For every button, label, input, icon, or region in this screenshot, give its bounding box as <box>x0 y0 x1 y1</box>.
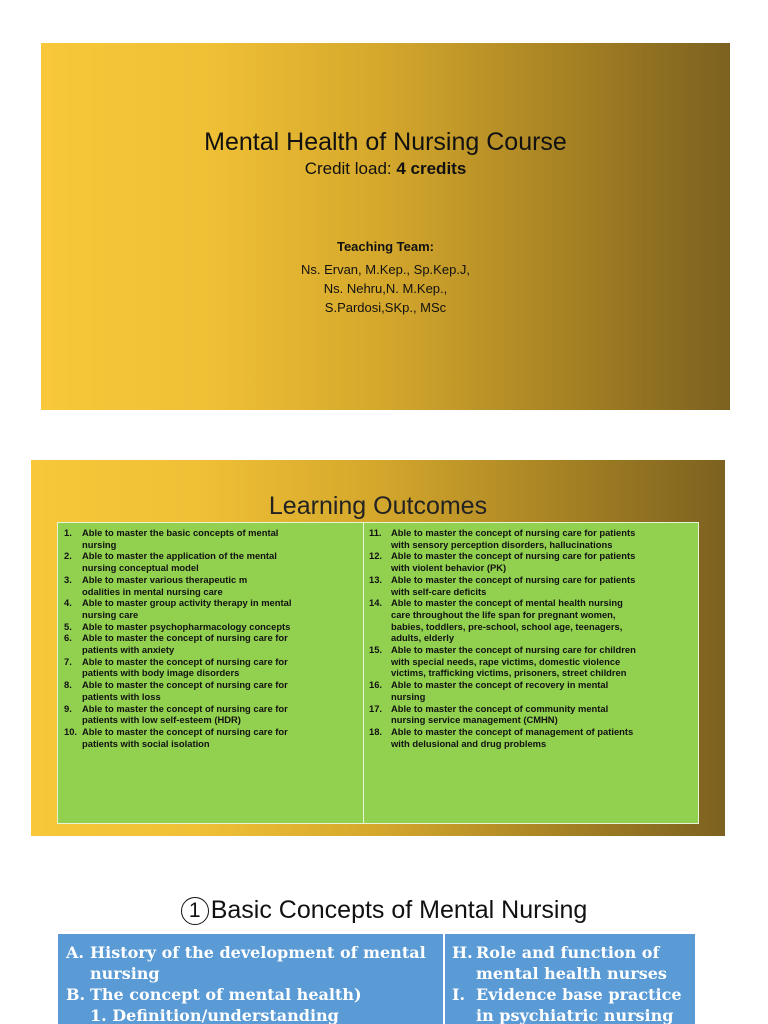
concept-item-line: mental health nurses <box>476 964 667 983</box>
outcome-item-number: 13. <box>369 573 383 585</box>
outcome-item-number: 3. <box>64 573 72 585</box>
outcome-item-line: Able to master the concept of management of patients <box>391 725 634 737</box>
outcome-item-number: 6. <box>64 632 72 644</box>
concept-item <box>452 984 692 1024</box>
outcome-item <box>64 574 363 597</box>
column-divider <box>443 934 445 1024</box>
credit-load-value: 4 credits <box>396 159 467 178</box>
outcome-item-line: patients with anxiety <box>82 644 175 656</box>
outcome-item-line: Able to master the concept of recovery in mental <box>391 679 609 691</box>
outcome-item-line: adults, elderly <box>391 632 455 644</box>
concept-item-line: The concept of mental health) <box>90 985 362 1004</box>
outcome-item-text <box>82 550 363 573</box>
outcome-item-text <box>391 574 698 597</box>
team-member: Ns. Ervan, M.Kep., Sp.Kep.J, <box>300 262 471 277</box>
outcome-item-line: patients with body image disorders <box>82 667 240 679</box>
outcome-item-line: victims, trafficking victims, prisoners, street children <box>391 667 627 679</box>
concept-item <box>452 942 692 984</box>
teaching-team-label: Teaching Team: <box>336 239 435 254</box>
outcome-item-line: babies, toddlers, pre-school, school age, teenagers, <box>391 620 623 632</box>
outcome-item-line: Able to master the application of the mental <box>82 550 277 562</box>
outcome-item-number: 12. <box>369 550 383 562</box>
outcome-item-line: Able to master the concept of nursing care for patients <box>391 573 636 585</box>
outcomes-right-column <box>369 527 698 749</box>
outcome-item <box>64 597 363 620</box>
outcome-item-line: Able to master the concept of nursing care for <box>82 632 288 644</box>
outcome-item-number: 5. <box>64 620 72 632</box>
basic-concepts-left-column <box>66 942 436 1024</box>
outcome-item-line: nursing service management (CMHN) <box>391 714 558 726</box>
learning-outcomes-slide <box>31 460 725 836</box>
outcome-item-number: 2. <box>64 550 72 562</box>
credit-load-label: Credit load: <box>304 159 397 178</box>
credit-load <box>41 159 730 179</box>
outcome-item-line: Able to master the concept of community mental <box>391 702 609 714</box>
course-title: Mental Health of Nursing Course <box>204 128 567 156</box>
concept-item-number: B. <box>66 985 86 1004</box>
outcome-item <box>369 726 698 749</box>
outcome-item <box>369 574 698 597</box>
outcome-item-number: 9. <box>64 702 72 714</box>
outcome-item <box>64 527 363 550</box>
basic-concepts-title-text: Basic Concepts of Mental Nursing <box>210 896 588 924</box>
outcome-item-text <box>82 574 363 597</box>
column-divider <box>363 523 364 823</box>
outcome-item-number: 10. <box>64 725 78 737</box>
basic-concepts-table <box>58 934 695 1024</box>
basic-concepts-title <box>0 896 768 925</box>
outcome-item-line: Able to master the concept of nursing care for <box>82 702 288 714</box>
outcome-item-line: with delusional and drug problems <box>391 737 547 749</box>
outcome-item-number: 14. <box>369 597 383 609</box>
outcome-item-line: Able to master the concept of mental health nursing <box>391 597 623 609</box>
outcome-item-text <box>391 726 698 749</box>
outcome-item-line: Able to master the concept of nursing care for children <box>391 644 636 656</box>
concept-item-line: 1. Definition/understanding <box>90 1006 339 1024</box>
course-title-slide <box>41 43 730 410</box>
concept-item-line: Evidence base practice <box>476 985 682 1004</box>
outcome-item-number: 11. <box>369 527 382 538</box>
outcome-item-text <box>391 703 698 726</box>
outcome-item <box>64 632 363 655</box>
outcome-item-number: 1. <box>64 527 72 538</box>
learning-outcomes-table <box>57 522 699 824</box>
outcome-item <box>64 550 363 573</box>
outcome-item-text <box>82 703 363 726</box>
outcome-item-line: Able to master the concept of nursing care for <box>82 679 288 691</box>
outcome-item-line: Able to master the basic concepts of mental <box>82 527 279 538</box>
basic-concepts-right-column <box>452 942 692 1024</box>
outcome-item-number: 16. <box>369 679 383 691</box>
outcome-item-line: with violent behavior (PK) <box>391 562 507 574</box>
outcome-item-text <box>82 679 363 702</box>
outcome-item <box>64 703 363 726</box>
outcome-item-line: nursing care <box>82 608 139 620</box>
outcome-item-line: with sensory perception disorders, hallucinations <box>391 538 613 550</box>
outcome-item-line: with special needs, rape victims, domestic violence <box>391 655 621 667</box>
outcome-item-text <box>82 656 363 679</box>
outcome-item-number: 18. <box>369 725 383 737</box>
concept-item <box>66 984 436 1005</box>
outcome-item-line: patients with social isolation <box>82 737 210 749</box>
concept-item-line: History of the development of mental <box>90 943 426 962</box>
outcome-item <box>369 527 698 550</box>
outcome-item-text <box>82 597 363 620</box>
concept-item-text <box>90 984 436 1005</box>
outcome-item-text <box>82 527 363 550</box>
outcome-item-number: 17. <box>369 702 383 714</box>
outcome-item-number: 8. <box>64 679 72 691</box>
concept-item-line: in psychiatric nursing <box>476 1006 674 1024</box>
outcome-item-text <box>391 597 698 644</box>
outcome-item-line: Able to master the concept of nursing care for patients <box>391 550 636 562</box>
outcome-item-line: Able to master psychopharmacology concepts <box>82 620 291 632</box>
outcome-item-line: patients with loss <box>82 690 161 702</box>
outcome-item-text <box>391 550 698 573</box>
outcome-item <box>369 679 698 702</box>
concept-item-number: I. <box>452 985 466 1004</box>
outcome-item-text <box>391 644 698 679</box>
outcome-item-text <box>82 632 363 655</box>
outcome-item-number: 7. <box>64 655 72 667</box>
concept-item-text <box>90 942 436 984</box>
outcome-item-line: Able to master the concept of nursing care for patients <box>391 527 636 538</box>
outcomes-left-column <box>64 527 363 749</box>
outcome-item <box>64 656 363 679</box>
outcome-item-number: 15. <box>369 644 383 656</box>
outcome-item-line: Able to master various therapeutic m <box>82 573 248 585</box>
outcome-item-line: nursing <box>391 690 426 702</box>
outcome-item-text <box>82 621 363 633</box>
outcome-item-line: odalities in mental nursing care <box>82 585 223 597</box>
outcome-item-line: care throughout the life span for pregnant women, <box>391 608 616 620</box>
circled-number-one: 1 <box>181 897 209 925</box>
outcome-item-text <box>82 726 363 749</box>
outcome-item-line: nursing conceptual model <box>82 562 199 574</box>
outcome-item-line: patients with low self-esteem (HDR) <box>82 714 241 726</box>
concept-item-number <box>66 1005 90 1024</box>
team-member: Ns. Nehru,N. M.Kep., <box>323 281 448 296</box>
outcome-item <box>64 726 363 749</box>
concept-item-line: nursing <box>90 964 160 983</box>
concept-item-text <box>90 1005 436 1024</box>
outcome-item <box>64 621 363 633</box>
outcome-item-number: 4. <box>64 597 72 609</box>
concept-item-line: Role and function of <box>476 943 660 962</box>
team-member: S.Pardosi,SKp., MSc <box>324 300 447 315</box>
outcome-item <box>369 644 698 679</box>
concept-item-number: A. <box>66 943 84 962</box>
outcome-item-text <box>391 527 698 550</box>
outcome-item <box>64 679 363 702</box>
concept-item <box>66 1005 436 1024</box>
outcome-item-line: Able to master group activity therapy in mental <box>82 597 292 609</box>
concept-item-text <box>476 942 692 984</box>
outcome-item-line: nursing <box>82 538 117 550</box>
outcome-item <box>369 597 698 644</box>
outcome-item <box>369 703 698 726</box>
outcome-item-line: with self-care deficits <box>391 585 487 597</box>
outcome-item-text <box>391 679 698 702</box>
outcome-item-line: Able to master the concept of nursing care for <box>82 725 288 737</box>
learning-outcomes-title: Learning Outcomes <box>268 492 488 520</box>
concept-item-number: H. <box>452 943 473 962</box>
outcome-item <box>369 550 698 573</box>
outcome-item-line: Able to master the concept of nursing care for <box>82 655 288 667</box>
concept-item <box>66 942 436 984</box>
concept-item-text <box>476 984 692 1024</box>
